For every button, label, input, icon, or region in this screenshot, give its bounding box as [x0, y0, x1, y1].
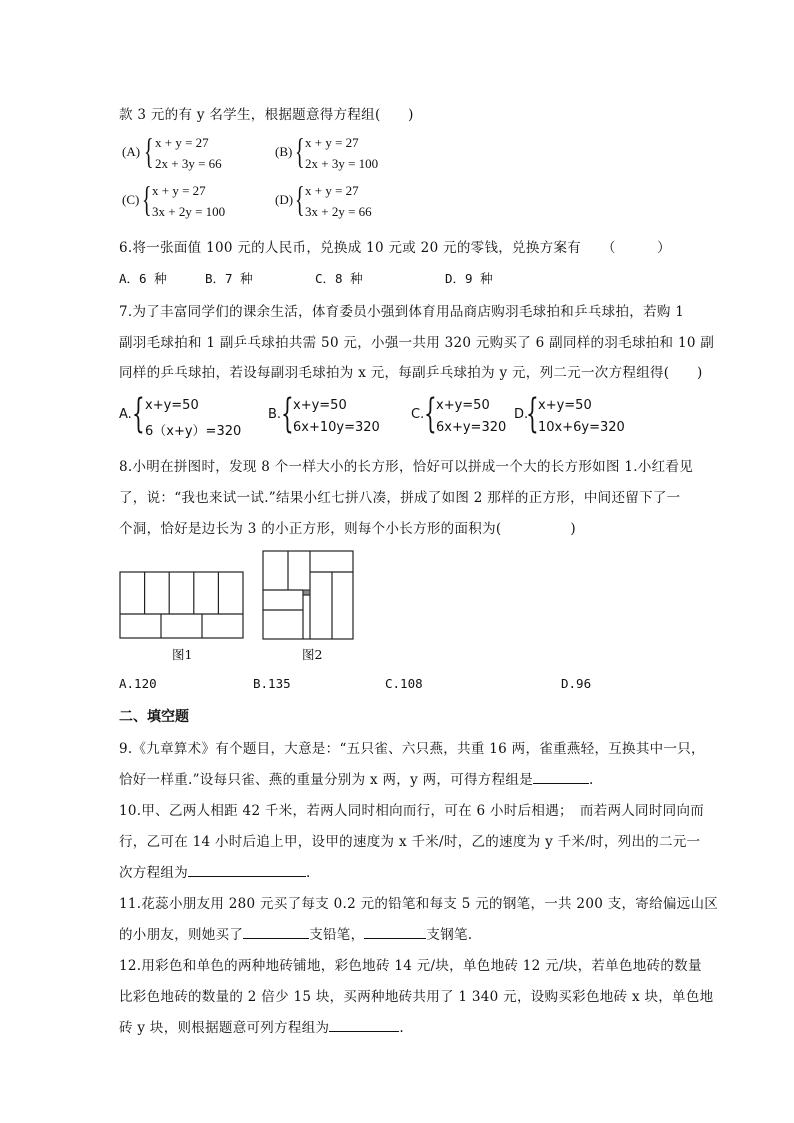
q11-line-1: 11.花蕊小朋友用 280 元买了每支 0.2 元的铅笔和每支 5 元的钢笔，一共 200 支，寄给偏远山区 — [119, 896, 719, 912]
equation-2: 6x+10y=320 — [293, 420, 380, 435]
q7-option-b[interactable] — [268, 391, 398, 440]
q12-line-1: 12.用彩色和单色的两种地砖铺地，彩色地砖 14 元/块，单色地砖 12 元/块，若单色地砖的数量 — [119, 958, 702, 974]
brace-icon: { — [526, 391, 539, 437]
equation-1: x + y = 27 — [305, 135, 359, 150]
q10-answer-blank[interactable] — [188, 862, 306, 877]
equation-1: x+y=50 — [436, 398, 490, 413]
option-label: (B) — [275, 144, 293, 159]
equation-1: x+y=50 — [538, 398, 592, 413]
option-label: (D) — [275, 192, 294, 207]
q7-option-d[interactable] — [514, 391, 644, 440]
q12-answer-blank[interactable] — [329, 1017, 399, 1032]
equation-2: 3x + 2y = 66 — [305, 204, 372, 219]
equation-2: 10x+6y=320 — [538, 420, 625, 435]
q8-line-3: 个洞，恰好是边长为 3 的小正方形，则每个小长方形的面积为( ) — [119, 521, 577, 537]
equation-1: x+y=50 — [293, 398, 347, 413]
q10-line-1: 10.甲、乙两人相距 42 千米，若两人同时相向而行，可在 6 小时后相遇； 而若两人同时同向而 — [119, 803, 705, 819]
q11-pencil-label: 支铅笔， — [309, 927, 365, 943]
q12-line-3 — [119, 1016, 404, 1036]
option-label: B. — [268, 407, 282, 422]
q8-line-1: 8.小明在拼图时，发现 8 个一样大小的长方形，恰好可以拼成一个大的长方形如图 1.小红看见 — [119, 459, 694, 475]
center-hole — [303, 590, 310, 595]
outer-rect — [120, 572, 243, 638]
q6-choice-a[interactable]: A．6 种 — [119, 271, 167, 286]
q8-choice-d[interactable]: D.96 — [561, 676, 592, 691]
q7-line-1: 7.为了丰富同学们的课余生活，体育委员小强到体育用品商店购羽毛球拍和乒乓球拍，若购 1 — [119, 304, 685, 320]
equation-1: x + y = 27 — [305, 183, 359, 198]
equation-2: 6（x+y）=320 — [145, 424, 242, 439]
brace-icon: { — [295, 179, 305, 219]
q12-line-3-text: 砖 y 块，则根据题意可列方程组为 — [119, 1020, 330, 1036]
equation-2: 6x+y=320 — [436, 420, 507, 435]
q10-end: . — [306, 865, 311, 881]
q6-choice-d[interactable]: D．9 种 — [445, 271, 493, 286]
option-label: A. — [119, 407, 132, 422]
equation-2: 2x + 3y = 66 — [155, 156, 222, 171]
equation-1: x + y = 27 — [155, 135, 209, 150]
equation-2: 2x + 3y = 100 — [305, 156, 379, 171]
figure-2-square — [262, 550, 356, 642]
equation-2: 3x + 2y = 100 — [152, 204, 226, 219]
brace-icon: { — [144, 131, 154, 171]
q7-option-c[interactable] — [411, 391, 521, 440]
q11-pen-label: 支钢笔. — [426, 927, 473, 943]
q11-line-2 — [119, 923, 472, 943]
q12-end: . — [399, 1020, 404, 1036]
brace-icon: { — [142, 179, 152, 219]
q7-option-a[interactable] — [119, 391, 259, 440]
q5-option-d[interactable] — [275, 179, 415, 223]
q8-line-2: 了，说：“我也来试一试.”结果小红七拼八凑，拼成了如图 2 那样的正方形，中间还留下了一 — [119, 490, 681, 506]
q6-choice-c[interactable]: C．8 种 — [315, 271, 363, 286]
q7-line-3: 同样的乒乓球拍，若设每副羽毛球拍为 x 元，每副乒乓球拍为 y 元，列二元一次方程组得( ) — [119, 365, 703, 381]
brace-icon: { — [281, 391, 294, 437]
q7-line-2: 副羽毛球拍和 1 副乒乓球拍共需 50 元，小强一共用 320 元购买了 6 副同样的羽毛球拍和 10 副 — [119, 335, 715, 351]
q8-choice-b[interactable]: B.135 — [253, 676, 291, 691]
equation-1: x + y = 27 — [152, 183, 206, 198]
q9-line-1: 9.《九章算术》有个题目，大意是：“五只雀、六只燕，共重 16 两，雀重燕轻，互换其中一只， — [119, 741, 705, 757]
q9-line-2-text: 恰好一样重.”设每只雀、燕的重量分别为 x 两，y 两，可得方程组是 — [119, 772, 534, 788]
option-label: (A) — [122, 144, 141, 159]
q11-line-2-text: 的小朋友，则她买了 — [119, 927, 244, 943]
q8-choice-a[interactable]: A.120 — [119, 676, 157, 691]
section-heading-fill-in: 二、填空题 — [119, 709, 189, 725]
q9-end: . — [589, 772, 594, 788]
q5-tail: 款 3 元的有 y 名学生，根据题意得方程组( ) — [119, 107, 414, 123]
option-label: D. — [514, 407, 529, 422]
q6-text: 6.将一张面值 100 元的人民币，兑换成 10 元或 20 元的零钱，兑换方案有 （ ） — [119, 240, 671, 256]
q10-line-3 — [119, 861, 311, 881]
q5-option-a[interactable] — [122, 131, 262, 175]
brace-icon: { — [424, 391, 437, 437]
q10-line-2: 行，乙可在 14 小时后追上甲，设甲的速度为 x 千米/时，乙的速度为 y 千米/时，列出的二元一 — [119, 834, 701, 850]
figure-1-caption: 图1 — [172, 647, 193, 662]
equation-1: x+y=50 — [145, 398, 199, 413]
q12-line-2: 比彩色地砖的数量的 2 倍少 15 块，买两种地砖共用了 1 340 元，设购买彩色地砖 x 块，单色地 — [119, 989, 714, 1005]
q9-line-2 — [119, 768, 594, 788]
figure-1-rectangles — [119, 571, 245, 641]
q11-pen-blank[interactable] — [364, 924, 426, 939]
option-label: C. — [411, 407, 425, 422]
q11-pencil-blank[interactable] — [243, 924, 309, 939]
q10-line-3-text: 次方程组为 — [119, 865, 188, 881]
q5-option-c[interactable] — [122, 179, 262, 223]
brace-icon: { — [132, 391, 145, 437]
q8-choice-c[interactable]: C.108 — [385, 676, 423, 691]
q6-choice-b[interactable]: B．7 种 — [205, 271, 253, 286]
option-label: (C) — [122, 192, 140, 207]
figure-2-caption: 图2 — [302, 647, 323, 662]
q9-answer-blank[interactable] — [533, 769, 589, 784]
q5-option-b[interactable] — [275, 131, 415, 175]
brace-icon: { — [295, 131, 305, 171]
